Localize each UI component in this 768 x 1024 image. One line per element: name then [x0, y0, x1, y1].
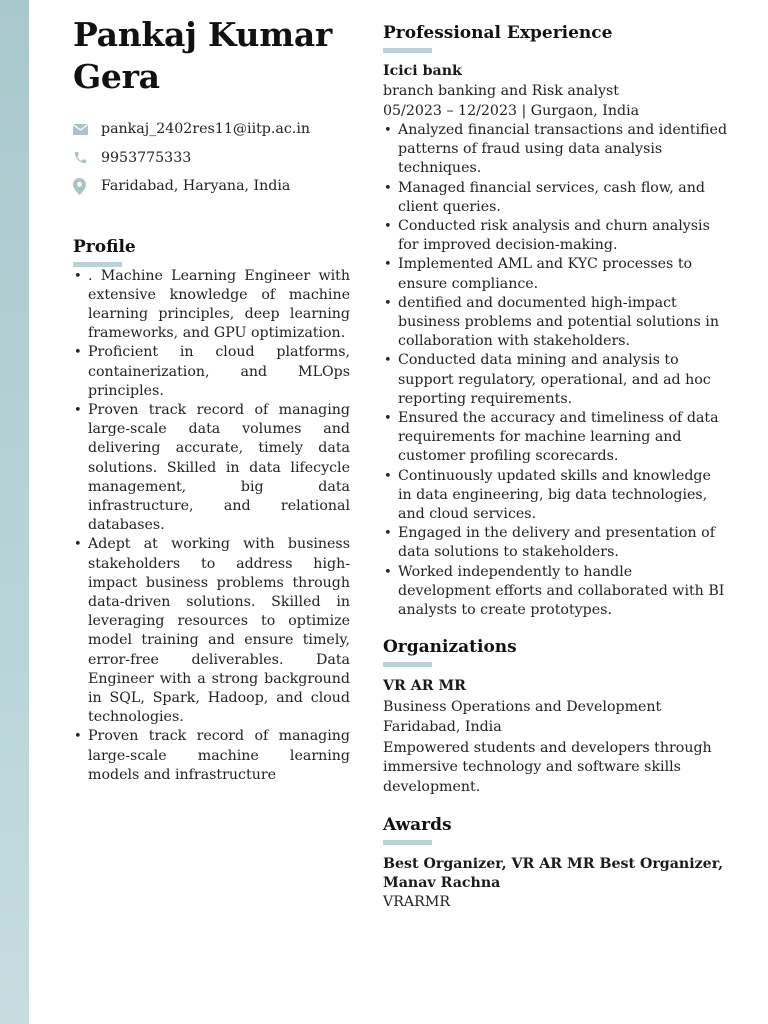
contact-phone[interactable]: 9953775333 [101, 149, 192, 166]
side-accent-band [0, 0, 29, 1024]
profile-list [73, 267, 350, 785]
experience-list [383, 121, 729, 620]
experience-item: • Ensured the accuracy and timeliness of data requirements for machine learning and customer profiling scorecards. [383, 409, 729, 467]
section-accent-bar [383, 662, 432, 667]
left-column [73, 14, 350, 785]
experience-item: • Engaged in the delivery and presentation of data solutions to stakeholders. [383, 524, 729, 562]
contact-block [73, 115, 350, 201]
section-accent-bar [383, 840, 432, 845]
experience-item: • Conducted risk analysis and churn analysis for improved decision-making. [383, 217, 729, 255]
contact-email[interactable]: pankaj_2402res11@iitp.ac.in [101, 121, 310, 138]
contact-email-row [73, 115, 350, 144]
experience-section [383, 22, 729, 620]
section-accent-bar [383, 48, 432, 53]
map-pin-icon [73, 178, 101, 195]
experience-item: • Analyzed financial transactions and identified patterns of fraud using data analysis techniques. [383, 121, 729, 179]
experience-item: • dentified and documented high-impact business problems and potential solutions in collaboration with stakeholders. [383, 294, 729, 352]
experience-role: branch banking and Risk analyst [383, 83, 619, 99]
profile-item: • Proven track record of managing large-scale data volumes and delivering accurate, timely data solutions. Skilled in data lifecycle management, big data infrastructure, and relational databases. [73, 401, 350, 535]
phone-icon [73, 150, 101, 165]
contact-phone-row [73, 144, 350, 173]
profile-item: • Proficient in cloud platforms, containerization, and MLOps principles. [73, 343, 350, 401]
profile-item: • . Machine Learning Engineer with extensive knowledge of machine learning principles, deep learning frameworks, and GPU optimization. [73, 267, 350, 344]
awards-section [383, 814, 729, 912]
award-title: Best Organizer, VR AR MR Best Organizer, Manav Rachna [383, 856, 724, 892]
profile-item: • Proven track record of managing large-scale machine learning models and infrastructure [73, 727, 350, 785]
contact-location-row [73, 172, 350, 201]
organization-location: Faridabad, India [383, 718, 502, 735]
experience-dates-location: 05/2023 – 12/2023 | Gurgaon, India [383, 103, 640, 119]
organization-role: Business Operations and Development [383, 698, 662, 715]
experience-item: • Managed financial services, cash flow, and client queries. [383, 179, 729, 217]
experience-item: • Conducted data mining and analysis to support regulatory, operational, and ad hoc reporting requirements. [383, 351, 729, 409]
organizations-section [383, 636, 729, 797]
section-title-organizations: Organizations [383, 637, 517, 658]
section-title-profile: Profile [73, 236, 136, 257]
envelope-icon [73, 124, 101, 135]
profile-section [73, 236, 350, 785]
candidate-name: Pankaj Kumar Gera [73, 15, 333, 96]
experience-company: Icici bank [383, 63, 462, 79]
experience-item: • Continuously updated skills and knowledge in data engineering, big data technologies, and cloud services. [383, 467, 729, 525]
experience-item: • Implemented AML and KYC processes to ensure compliance. [383, 255, 729, 293]
contact-location: Faridabad, Haryana, India [101, 178, 291, 195]
experience-item: • Worked independently to handle development efforts and collaborated with BI analysts to create prototypes. [383, 563, 729, 621]
section-title-awards: Awards [383, 815, 452, 836]
right-column [383, 22, 729, 912]
organization-description: Empowered students and developers through immersive technology and software skills development. [383, 739, 712, 795]
section-title-experience: Professional Experience [383, 23, 613, 43]
award-issuer: VRARMR [383, 894, 451, 911]
organization-name: VR AR MR [383, 678, 466, 695]
profile-item: • Adept at working with business stakeholders to address high-impact business problems through data-driven solutions. Skilled in leveraging resources to optimize model training and ensure timely, error-free deliverables. Data Engineer with a strong background in SQL, Spark, Hadoop, and cloud technologies. [73, 535, 350, 727]
